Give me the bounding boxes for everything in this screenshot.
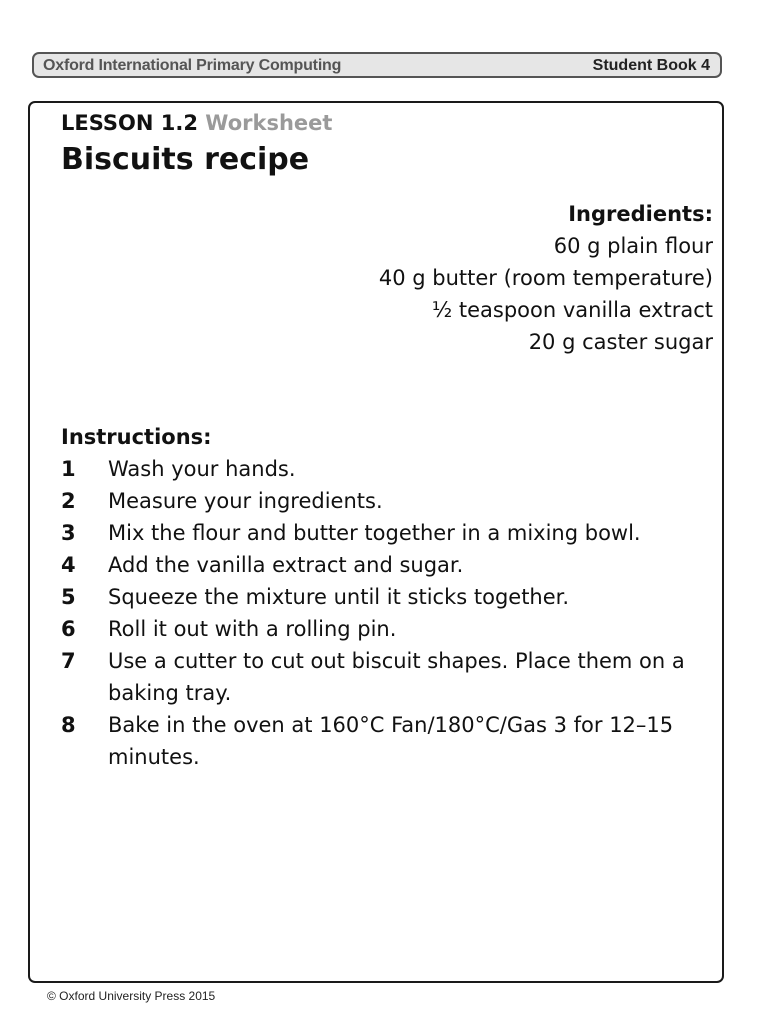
step-number: 5 bbox=[61, 585, 76, 609]
step-number: 2 bbox=[61, 489, 76, 513]
instruction-step bbox=[61, 549, 711, 581]
ingredients-section bbox=[379, 198, 713, 358]
step-number: 3 bbox=[61, 521, 76, 545]
step-number: 1 bbox=[61, 457, 76, 481]
lesson-heading bbox=[61, 111, 332, 135]
instruction-step bbox=[61, 517, 711, 549]
step-text: Mix the flour and butter together in a mixing bowl. bbox=[108, 521, 641, 545]
series-title: Oxford International Primary Computing bbox=[43, 57, 342, 74]
ingredient-item: ½ teaspoon vanilla extract bbox=[431, 298, 713, 322]
ingredient-item: 40 g butter (room temperature) bbox=[378, 266, 713, 290]
step-text: Squeeze the mixture until it sticks together. bbox=[108, 585, 570, 609]
step-text: Roll it out with a rolling pin. bbox=[108, 617, 397, 641]
instruction-step bbox=[61, 453, 711, 485]
step-number: 4 bbox=[61, 553, 76, 577]
ingredient-item: 60 g plain flour bbox=[553, 234, 713, 258]
step-text: Bake in the oven at 160°C Fan/180°C/Gas 3 for 12–15 minutes. bbox=[108, 713, 674, 769]
instruction-step bbox=[61, 709, 711, 773]
instructions-section bbox=[61, 421, 711, 773]
ingredient-item: 20 g caster sugar bbox=[528, 330, 713, 354]
instruction-step bbox=[61, 485, 711, 517]
instruction-step bbox=[61, 645, 711, 709]
step-number: 6 bbox=[61, 617, 76, 641]
page-header-bar bbox=[32, 52, 722, 78]
step-text: Wash your hands. bbox=[108, 457, 296, 481]
instructions-heading: Instructions: bbox=[61, 425, 212, 449]
step-text: Add the vanilla extract and sugar. bbox=[108, 553, 464, 577]
lesson-type: Worksheet bbox=[205, 111, 333, 135]
instruction-step bbox=[61, 581, 711, 613]
ingredients-heading: Ingredients: bbox=[568, 202, 713, 226]
step-text: Use a cutter to cut out biscuit shapes. Place them on a baking tray. bbox=[108, 649, 685, 705]
instruction-step bbox=[61, 613, 711, 645]
lesson-label: LESSON 1.2 bbox=[61, 111, 198, 135]
step-number: 8 bbox=[61, 713, 76, 737]
step-number: 7 bbox=[61, 649, 76, 673]
page-title: Biscuits recipe bbox=[61, 142, 310, 177]
copyright-footer: © Oxford University Press 2015 bbox=[47, 989, 216, 1003]
step-text: Measure your ingredients. bbox=[108, 489, 383, 513]
book-title: Student Book 4 bbox=[592, 57, 710, 74]
